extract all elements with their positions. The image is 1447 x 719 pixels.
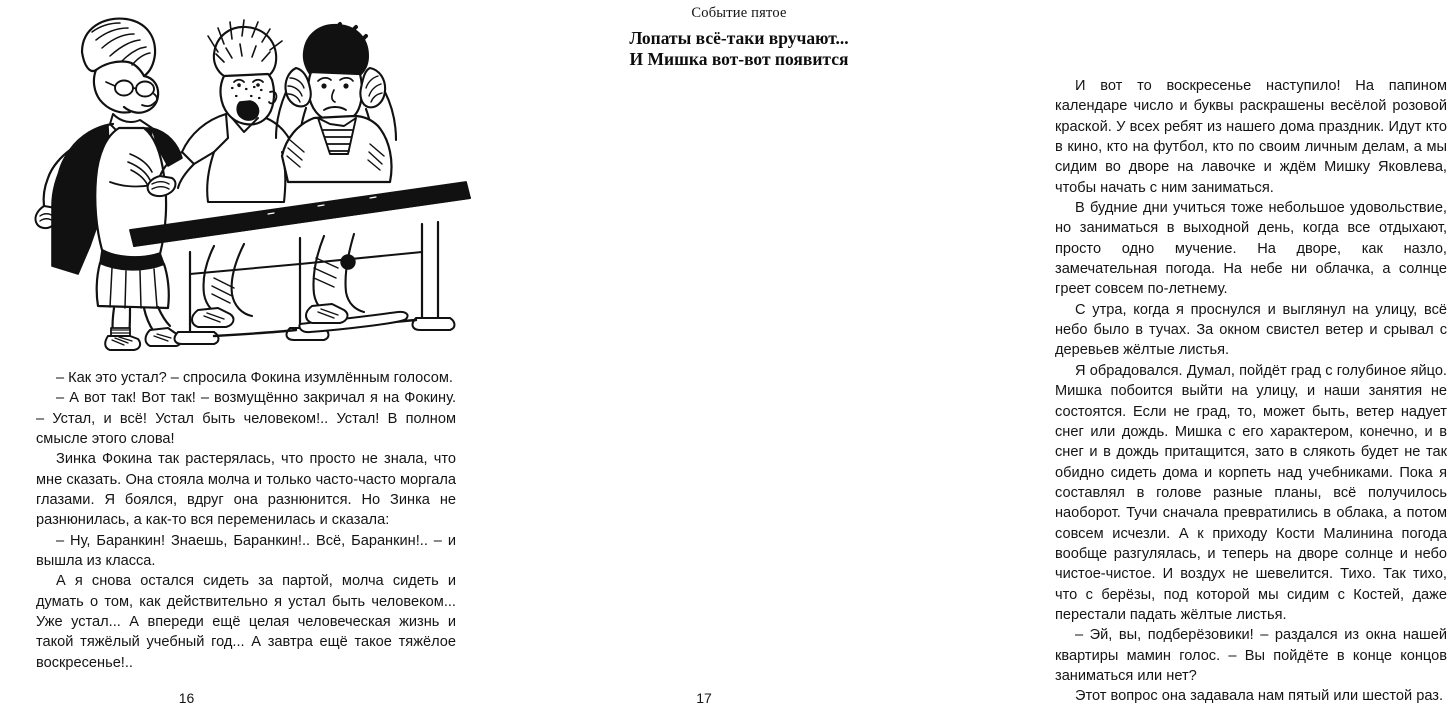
paragraph: И вот то воскресенье наступило! На папином календаре число и буквы раскрашены весёлой розовой краской. У всех ребят из нашего дома праздник. Идут кто в кино, кто на футбол, кто по своим личным делам, а мы сидим во дворе на лавочке и ждём Мишку Яковлева, чтобы начать с ним заниматься. <box>1055 78 1447 196</box>
page-number-left: 16 <box>178 690 195 706</box>
paragraph: Зинка Фокина так растерялась, что просто не знала, что мне сказать. Она стояла молча и только часто-часто моргала глазами. Я боялся, вдруг она разнюнится. Но Зинка не разнюнилась, а как-то вся переменилась и сказала: <box>36 451 456 529</box>
paragraph: – Эй, вы, подберёзовики! – раздался из окна нашей квартиры мамин голос. – Вы пойдёте в конце концов заниматься или нет? <box>1055 627 1447 684</box>
chapter-heading <box>539 4 939 70</box>
paragraph: – А вот так! Вот так! – возмущённо закричал я на Фокину. – Устал, и всё! Устал быть человеком!.. Устал! В полном смысле этого слова! <box>36 390 456 448</box>
right-page-text-column <box>1055 76 1447 707</box>
chapter-title-line-1: Лопаты всё-таки вручают... <box>629 28 849 48</box>
paragraph: – Ну, Баранкин! Знаешь, Баранкин!.. Всё, Баранкин!.. – и вышла из класса. <box>36 532 456 570</box>
paragraph: Я обрадовался. Думал, пойдёт град с голубиное яйцо. Мишка побоится выйти на улицу, и наши занятия не состоятся. Если не град, то, может быть, ветер надует снег или дождь. Мишка с его характером, конечно, и в снег и в дождь притащится, зато в слякоть будет не так обидно сидеть дома и корпеть над учебниками. Пока я составлял в голове разные планы, всё получилось наоборот. Тучи сначала превратились в облака, а потом совсем исчезли. А к приходу Кости Малинина погода вообще разгулялась, и теперь на дворе солнце и небо чистое-чистое. И воздух не шевелится. Тихо. Так тихо, что с берёзы, под которой мы сидим с Костей, даже перестали падать жёлтые листья. <box>1055 362 1447 623</box>
classroom-desk-illustration <box>18 6 478 351</box>
paragraph: С утра, когда я проснулся и выглянул на улицу, всё небо было в тучах. За окном свистел ветер и срывал с деревьев жёлтые листья. <box>1055 301 1447 359</box>
paragraph: В будние дни учиться тоже небольшое удовольствие, но заниматься в выходной день, когда все отдыхают, просто одно мучение. На дворе, как назло, замечательная погода. На небе ни облачка, а солнце греет совсем по-летнему. <box>1055 200 1447 298</box>
left-page <box>0 0 487 719</box>
illustration-svg <box>18 6 478 351</box>
left-page-text-column <box>36 368 456 673</box>
chapter-title-line-2: И Мишка вот-вот появится <box>629 49 849 69</box>
paragraph: А я снова остался сидеть за партой, молча сидеть и думать о том, как действительно я устал быть человеком... Уже устал... А впереди ещё целая человеческая жизнь и такой тяжёлый учебный год... А завтра ещё такое тяжёлое воскресенье!.. <box>36 573 456 671</box>
event-label: Событие пятое <box>691 5 787 21</box>
paragraph: – Как это устал? – спросила Фокина изумлённым голосом. <box>56 370 453 386</box>
chapter-title <box>539 28 939 70</box>
page-number-right: 17 <box>696 690 712 706</box>
paragraph: Этот вопрос она задавала нам пятый или шестой раз. <box>1075 688 1444 705</box>
right-page <box>487 0 1447 719</box>
